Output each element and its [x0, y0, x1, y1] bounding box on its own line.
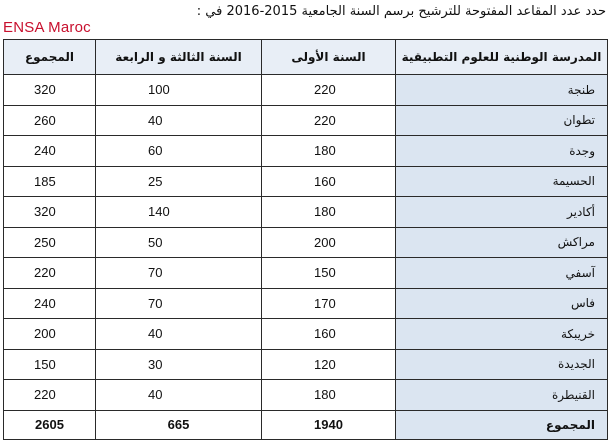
cell-total: 320 — [4, 75, 96, 106]
header-total: المجموع — [4, 40, 96, 75]
seats-table — [3, 39, 608, 440]
cell-school: وجدة — [396, 136, 608, 167]
cell-third-fourth-year: 30 — [96, 349, 262, 380]
page-header — [0, 0, 610, 40]
cell-third-fourth-year: 100 — [96, 75, 262, 106]
table-row — [4, 105, 608, 136]
cell-first-year: 180 — [262, 197, 396, 228]
cell-school: تطوان — [396, 105, 608, 136]
table-row — [4, 197, 608, 228]
cell-first-year: 180 — [262, 136, 396, 167]
cell-total: 220 — [4, 380, 96, 411]
cell-school: طنجة — [396, 75, 608, 106]
cell-third-fourth-year: 40 — [96, 105, 262, 136]
cell-total: 250 — [4, 227, 96, 258]
table-row — [4, 136, 608, 167]
cell-first-year: 120 — [262, 349, 396, 380]
table-row — [4, 227, 608, 258]
table-row — [4, 319, 608, 350]
cell-total: 220 — [4, 258, 96, 289]
cell-school: أكادير — [396, 197, 608, 228]
table-row — [4, 258, 608, 289]
cell-first-year: 180 — [262, 380, 396, 411]
cell-first-year: 160 — [262, 166, 396, 197]
cell-school: آسفي — [396, 258, 608, 289]
cell-third-fourth-year: 40 — [96, 380, 262, 411]
cell-first-year: 220 — [262, 75, 396, 106]
table-body — [4, 75, 608, 440]
totals-third-fourth-year: 665 — [96, 410, 262, 439]
cell-school: خريبكة — [396, 319, 608, 350]
cell-total: 150 — [4, 349, 96, 380]
cell-total: 240 — [4, 136, 96, 167]
totals-row — [4, 410, 608, 439]
cell-total: 240 — [4, 288, 96, 319]
cell-total: 260 — [4, 105, 96, 136]
table-header-row — [4, 40, 608, 75]
cell-school: القنيطرة — [396, 380, 608, 411]
cell-school: الجديدة — [396, 349, 608, 380]
cell-first-year: 200 — [262, 227, 396, 258]
table-row — [4, 288, 608, 319]
cell-total: 200 — [4, 319, 96, 350]
cell-third-fourth-year: 70 — [96, 288, 262, 319]
table-row — [4, 75, 608, 106]
brand-label: ENSA Maroc — [3, 19, 91, 36]
table-row — [4, 349, 608, 380]
cell-total: 320 — [4, 197, 96, 228]
cell-school: الحسيمة — [396, 166, 608, 197]
header-first-year: السنة الأولى — [262, 40, 396, 75]
cell-total: 185 — [4, 166, 96, 197]
cell-third-fourth-year: 40 — [96, 319, 262, 350]
cell-school: مراكش — [396, 227, 608, 258]
totals-grand-total: 2605 — [4, 410, 96, 439]
cell-school: فاس — [396, 288, 608, 319]
table-row — [4, 380, 608, 411]
table-row — [4, 166, 608, 197]
totals-first-year: 1940 — [262, 410, 396, 439]
cell-third-fourth-year: 25 — [96, 166, 262, 197]
totals-label: المجموع — [396, 410, 608, 439]
seats-table-container — [3, 39, 607, 440]
cell-third-fourth-year: 70 — [96, 258, 262, 289]
header-school: المدرسة الوطنية للعلوم التطبيقية — [396, 40, 608, 75]
intro-text: حدد عدد المقاعد المفتوحة للترشيح برسم السنة الجامعية 2015-2016 في : — [196, 4, 606, 19]
cell-first-year: 220 — [262, 105, 396, 136]
cell-first-year: 170 — [262, 288, 396, 319]
cell-first-year: 150 — [262, 258, 396, 289]
cell-third-fourth-year: 60 — [96, 136, 262, 167]
header-third-fourth-year: السنة الثالثة و الرابعة — [96, 40, 262, 75]
cell-first-year: 160 — [262, 319, 396, 350]
cell-third-fourth-year: 140 — [96, 197, 262, 228]
cell-third-fourth-year: 50 — [96, 227, 262, 258]
